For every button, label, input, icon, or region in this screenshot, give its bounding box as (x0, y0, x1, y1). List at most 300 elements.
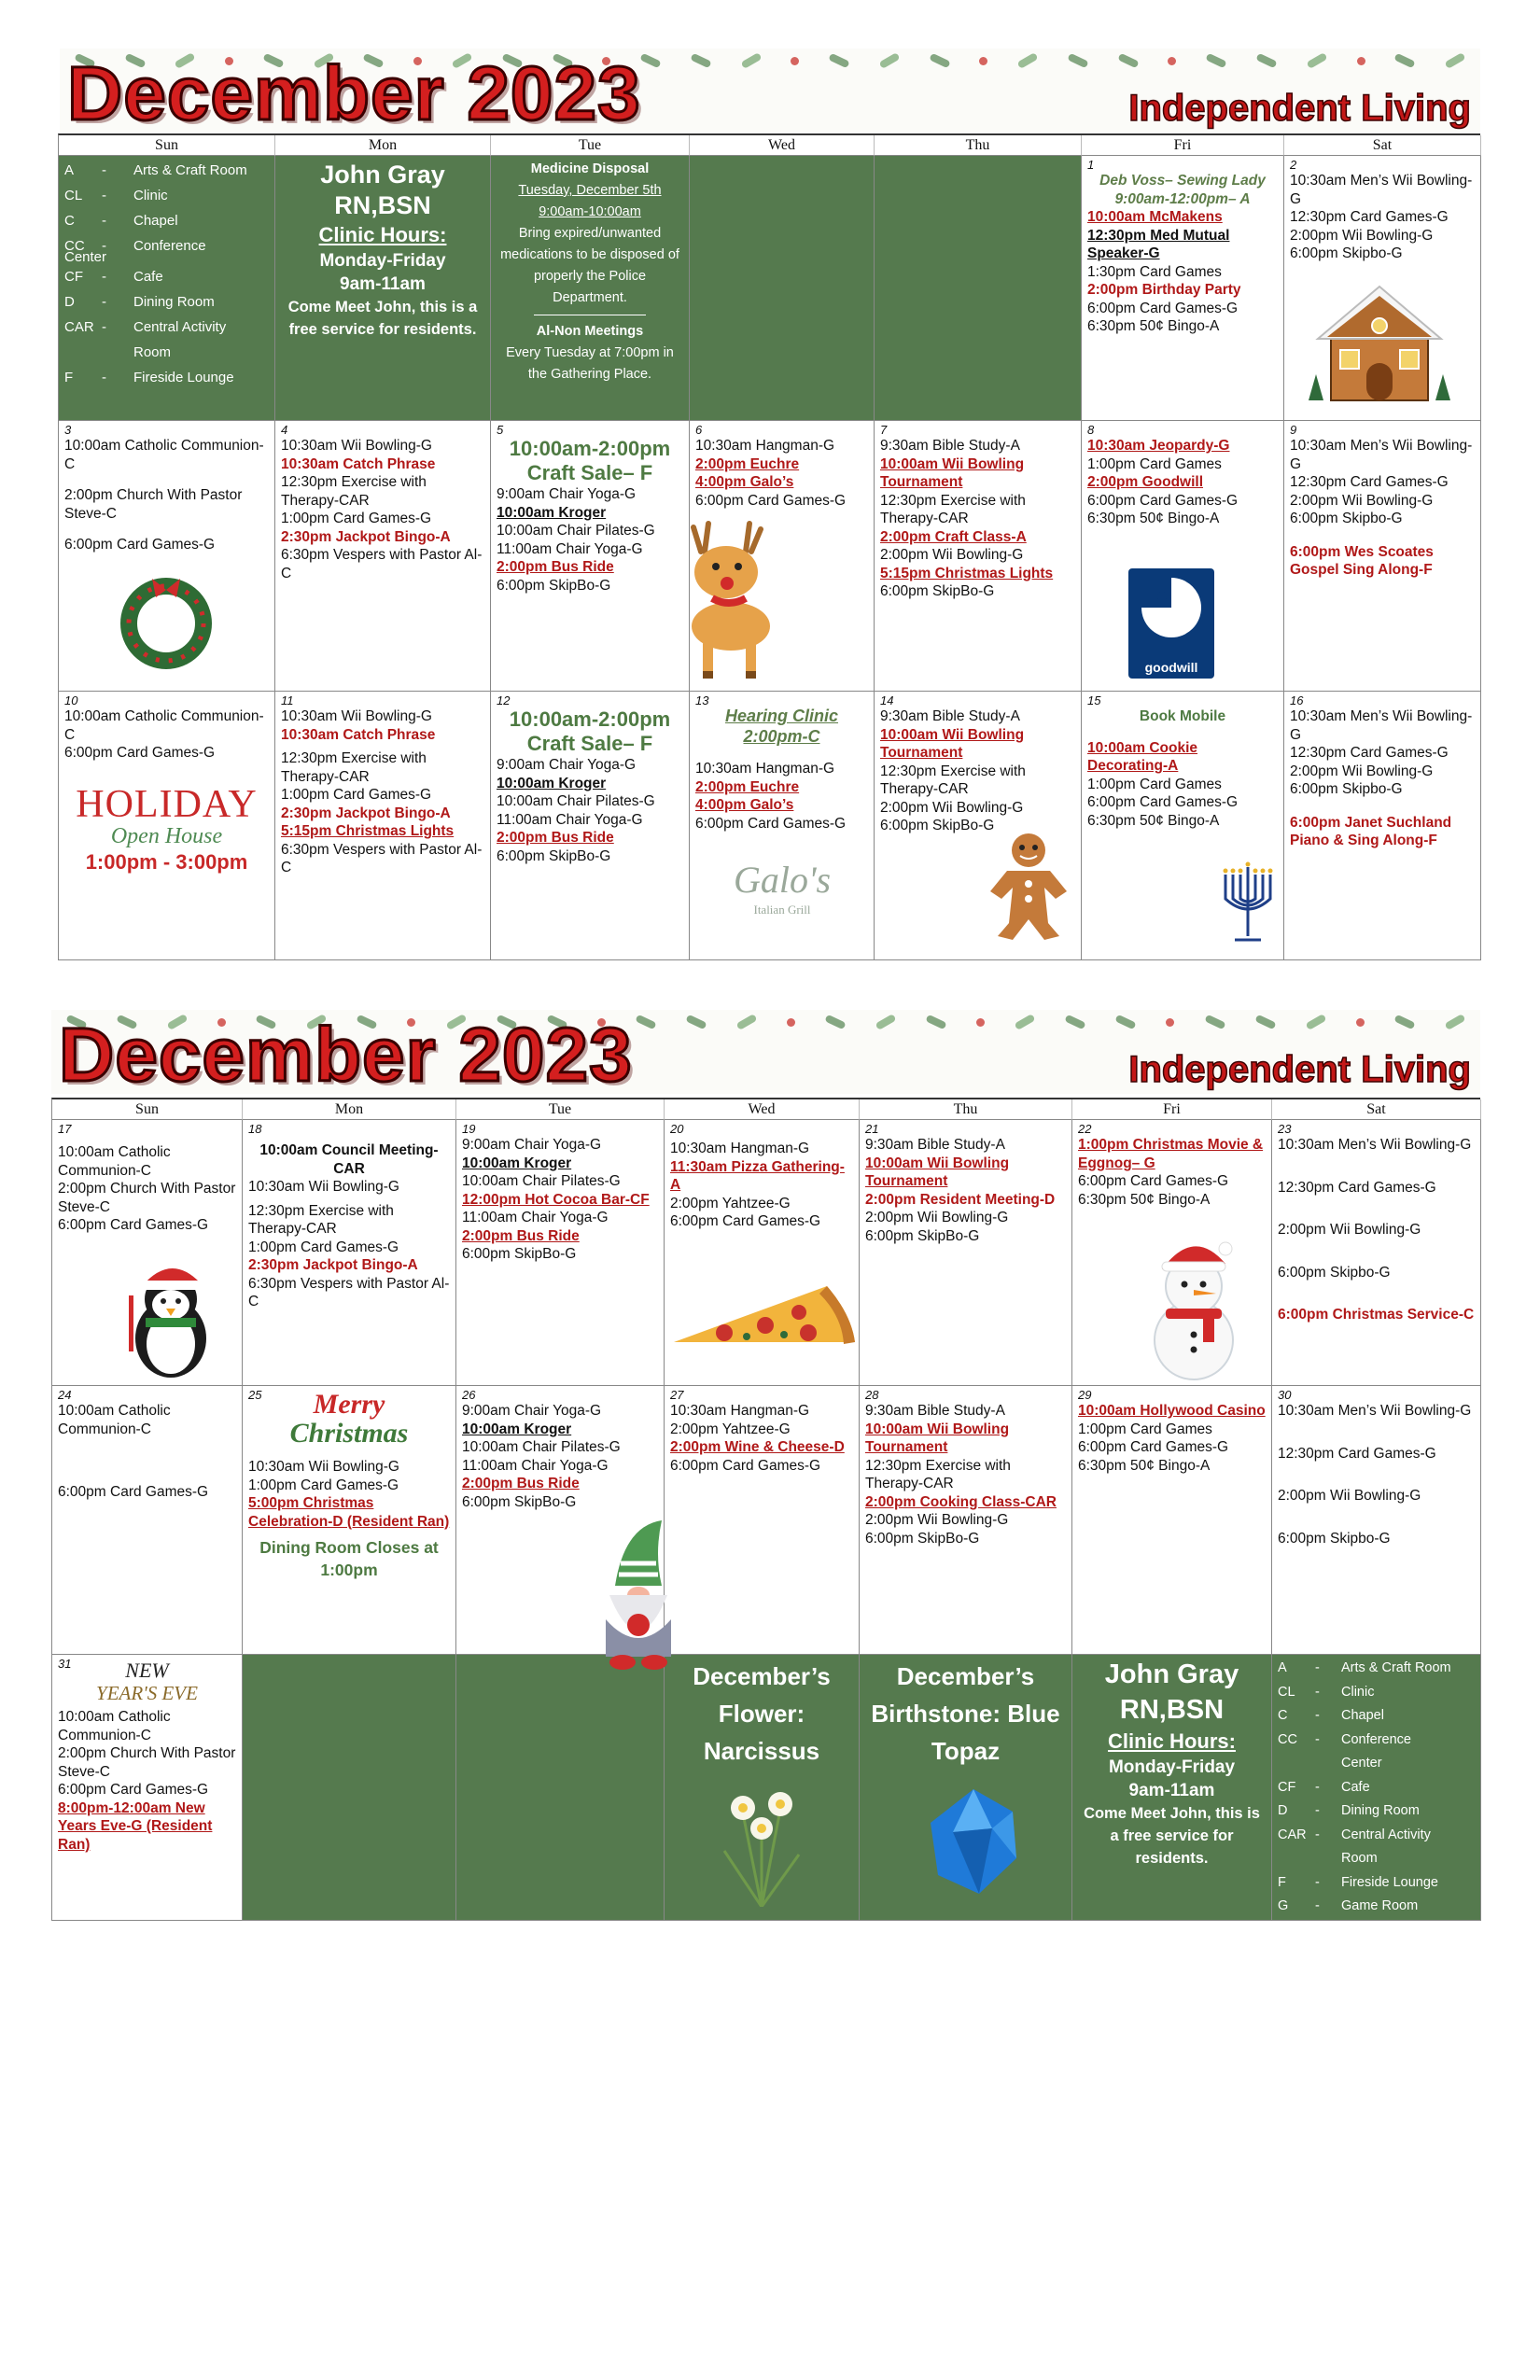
event: 2:00pm Craft Class-A (880, 528, 1027, 545)
legend-code: F (1278, 1874, 1286, 1890)
event: 6:00pm Card Games-G (695, 815, 847, 832)
event: 6:00pm SkipBo-G (865, 1530, 980, 1547)
event: 9:30am Bible Study-A (880, 438, 1020, 454)
event: 10:00am Cookie Decorating-A (1087, 739, 1198, 774)
legend-code: CAR (64, 319, 94, 335)
calendar-banner (60, 49, 1480, 133)
event: 2:00pm Bus Ride (462, 1476, 580, 1491)
nurse-name: John Gray (1104, 1659, 1239, 1689)
day-number: 3 (64, 423, 72, 437)
event: 9:30am Bible Study-A (880, 708, 1020, 724)
event: 10:00am Catholic Communion-C (64, 708, 264, 743)
day-cell-12 (491, 692, 690, 960)
birthstone-title: December’s Birthstone: Blue Topaz (871, 1662, 1060, 1765)
day-cell-23 (1272, 1120, 1481, 1386)
event: 2:00pm Yahtzee-G (670, 1421, 791, 1437)
event: 9:30am Bible Study-A (865, 1137, 1005, 1153)
event: 10:00am Hollywood Casino (1078, 1403, 1266, 1419)
event: 6:00pm Janet Suchland Piano & Sing Along-F (1290, 814, 1452, 848)
event: 6:00pm Card Games-G (1087, 492, 1239, 509)
day-number: 17 (58, 1122, 72, 1136)
event: 6:00pm Card Games-G (64, 537, 216, 553)
event: 6:00pm Card Games-G (1078, 1439, 1229, 1455)
event: 5:15pm Christmas Lights (281, 823, 455, 839)
event: 6:00pm Card Games-G (58, 1782, 209, 1798)
legend-place: Conference (1341, 1731, 1411, 1747)
event: 6:00pm Skipbo-G (1278, 1264, 1391, 1281)
years-eve-word: YEAR'S EVE (96, 1682, 198, 1704)
legend-dash: - (102, 269, 106, 285)
legend-place: Center (1341, 1756, 1382, 1771)
clinic-info-box (1072, 1655, 1272, 1921)
event: 6:00pm Card Games-G (64, 745, 216, 761)
legend-code (1278, 1752, 1315, 1776)
day-cell-6 (690, 421, 875, 692)
event: 10:00am Wii Bowling Tournament (880, 455, 1025, 490)
event: 1:00pm Card Games-G (281, 787, 432, 803)
legend-dash: - (102, 370, 106, 385)
clinic-info-box (275, 156, 491, 421)
event: 10:30am Hangman-G (670, 1403, 810, 1419)
calendar-grid (51, 1098, 1480, 1921)
event: 6:00pm SkipBo-G (865, 1227, 980, 1244)
clinic-hours-title: Clinic Hours: (318, 223, 447, 246)
day-cell-7 (875, 421, 1082, 692)
day-number: 26 (462, 1388, 476, 1402)
event: 12:30pm Card Games-G (1278, 1179, 1436, 1196)
event: 10:30am Men’s Wii Bowling-G (1290, 173, 1473, 207)
event: 6:30pm 50¢ Bingo-A (1078, 1457, 1211, 1474)
event: 10:00am Wii Bowling Tournament (880, 726, 1025, 761)
event: 10:00am Chair Pilates-G (497, 523, 655, 539)
event: 6:00pm Card Games-G (58, 1484, 209, 1500)
day-header-fri: Fri (1072, 1099, 1272, 1120)
day-cell-1 (1082, 156, 1284, 421)
legend-dash: - (102, 188, 106, 203)
day-number: 10 (64, 693, 78, 707)
day-number: 19 (462, 1122, 476, 1136)
day-number: 23 (1278, 1122, 1292, 1136)
event: 1:30pm Card Games (1087, 263, 1222, 280)
legend-dash: - (102, 213, 106, 229)
legend-place: Chapel (1341, 1708, 1384, 1723)
day-header-sun: Sun (52, 1099, 243, 1120)
event: 10:00am Catholic Communion-C (58, 1403, 171, 1437)
narcissus-flower-icon (706, 1776, 818, 1907)
event: 12:00pm Hot Cocoa Bar-CF (462, 1191, 650, 1208)
event: 10:30am Catch Phrase (281, 455, 436, 472)
location-legend (1272, 1655, 1481, 1921)
event: 6:00pm Card Games-G (1078, 1173, 1229, 1189)
day-cell-22 (1072, 1120, 1272, 1386)
day-cell-3 (59, 421, 275, 692)
calendar-page-1 (0, 0, 1540, 971)
day-header-tue: Tue (456, 1099, 665, 1120)
snowman-icon (1138, 1236, 1250, 1385)
medicine-time: 9:00am-10:00am (539, 204, 641, 219)
clinic-note: Come Meet John, this is a free service for residents. (287, 299, 478, 338)
day-header-thu: Thu (875, 135, 1082, 156)
event: 6:30pm 50¢ Bingo-A (1078, 1191, 1211, 1208)
event: Jackpot Bingo-A (335, 805, 451, 821)
day-cell-28 (860, 1386, 1072, 1655)
legend-place: Arts & Craft Room (133, 162, 247, 178)
day-cell-27 (665, 1386, 860, 1655)
day-number: 4 (281, 423, 288, 437)
event: Craft Sale– F (526, 461, 653, 484)
legend-dash: - (102, 238, 106, 254)
event: 5:00pm Christmas Celebration-D (Resident Ran) (248, 1495, 450, 1530)
birthstone-of-month-box (860, 1655, 1072, 1921)
galos-logo-text: Galo's (733, 859, 832, 901)
day-number: 9 (1290, 423, 1297, 437)
event: 9:30am Bible Study-A (865, 1403, 1005, 1419)
alanon-title: Al-Non Meetings (536, 324, 644, 339)
day-cell-4 (275, 421, 491, 692)
event: 10:00am Chair Pilates-G (497, 793, 655, 809)
legend-dash: - (102, 319, 106, 335)
event: 6:00pm SkipBo-G (880, 583, 995, 599)
event: 6:00pm Card Games-G (58, 1217, 209, 1233)
open-house-word: Open House (110, 823, 223, 848)
event: 10:30am Men’s Wii Bowling-G (1278, 1403, 1472, 1419)
day-header-wed: Wed (690, 135, 875, 156)
day-number: 7 (880, 423, 888, 437)
event: 2:00pm Wine & Cheese-D (670, 1439, 845, 1455)
day-cell-17 (52, 1120, 243, 1386)
event: 10:00am Chair Pilates-G (462, 1173, 621, 1189)
event: 9:00am-12:00pm– A (1114, 190, 1251, 207)
clinic-days: Monday-Friday (1108, 1757, 1236, 1777)
legend-place: Game Room (1341, 1898, 1419, 1913)
event: Book Mobile (1139, 708, 1226, 724)
legend-code: CF (1278, 1779, 1296, 1795)
day-cell-2 (1284, 156, 1481, 421)
event: 12:30pm Exercise with Therapy-CAR (281, 474, 427, 509)
day-cell-25 (243, 1386, 456, 1655)
day-number: 21 (865, 1122, 879, 1136)
event-time: 2:30pm (281, 528, 332, 545)
goodwill-smile-icon (1128, 568, 1214, 652)
event: 6:30pm Vespers with Pastor Al-C (281, 547, 483, 581)
event: 2:00pm Resident Meeting-D (865, 1191, 1056, 1208)
empty-cell (456, 1655, 665, 1921)
day-cell-11 (275, 692, 491, 960)
calendar-page-2 (0, 1010, 1540, 1990)
event: 2:00pm Euchre (695, 455, 800, 472)
legend-dash: - (1315, 1731, 1320, 1747)
day-number: 28 (865, 1388, 879, 1402)
event: Jackpot Bingo-A (335, 528, 451, 545)
gingerbread-house-icon (1305, 277, 1454, 408)
event: 6:30pm 50¢ Bingo-A (1087, 318, 1220, 334)
gingerbread-man-icon (987, 830, 1071, 942)
legend-place: Central Activity (1341, 1827, 1431, 1842)
day-cell-10 (59, 692, 275, 960)
event: 12:30pm Exercise with Therapy-CAR (248, 1202, 394, 1237)
day-number: 12 (497, 693, 511, 707)
legend-code: CC (1278, 1731, 1297, 1747)
event: 9:00am Chair Yoga-G (497, 757, 637, 773)
day-cell-30 (1272, 1386, 1481, 1655)
legend-dash: - (1315, 1708, 1320, 1723)
day-number: 30 (1278, 1388, 1292, 1402)
event: 2:00pm Wii Bowling-G (1290, 763, 1434, 779)
event: 10:00am-2:00pm (509, 707, 671, 731)
legend-code (64, 340, 102, 365)
christmas-word: Christmas (289, 1418, 409, 1449)
day-header-fri: Fri (1082, 135, 1284, 156)
event: 1:00pm Card Games-G (281, 511, 432, 526)
event: 6:00pm Skipbo-G (1278, 1530, 1391, 1547)
medicine-title: Medicine Disposal (530, 161, 650, 176)
holiday-word: HOLIDAY (76, 782, 258, 826)
event: 11:00am Chair Yoga-G (497, 811, 643, 828)
event: 2:00pm Wii Bowling-G (880, 799, 1024, 816)
event: 6:00pm Skipbo-G (1290, 245, 1403, 261)
legend-code: CAR (1278, 1827, 1307, 1842)
legend-place: Dining Room (1341, 1803, 1420, 1818)
event: 2:00pm Bus Ride (497, 559, 614, 575)
nurse-name: John Gray (320, 161, 445, 189)
event: 12:30pm Card Games-G (1278, 1445, 1436, 1462)
legend-code: G (1278, 1898, 1289, 1913)
day-number: 22 (1078, 1122, 1092, 1136)
legend-code: CC (64, 238, 85, 254)
legend-dash (1315, 1752, 1341, 1776)
event: 10:00am Kroger (497, 504, 607, 521)
event: 2:00pm Yahtzee-G (670, 1195, 791, 1211)
event: 10:30am Catch Phrase (281, 726, 436, 743)
day-cell-31 (52, 1655, 243, 1921)
legend-code: F (64, 370, 74, 385)
event: 6:00pm Card Games-G (670, 1213, 821, 1229)
event: 9:00am Chair Yoga-G (497, 486, 637, 502)
medicine-disposal-box (491, 156, 690, 421)
legend-code: Center (64, 249, 107, 265)
location-legend (59, 156, 275, 421)
event: 11:30am Pizza Gathering-A (670, 1158, 845, 1193)
day-header-tue: Tue (491, 135, 690, 156)
day-cell-20 (665, 1120, 860, 1386)
event: 2:00pm Wii Bowling-G (1278, 1222, 1421, 1238)
event: 12:30pm Exercise with Therapy-CAR (880, 492, 1026, 526)
day-number: 2 (1290, 158, 1297, 172)
event: 10:30am Men’s Wii Bowling-G (1290, 438, 1473, 472)
day-number: 27 (670, 1388, 684, 1402)
event: 12:30pm Exercise with Therapy-CAR (281, 750, 427, 785)
clinic-hours-title: Clinic Hours: (1108, 1729, 1236, 1753)
event: 2:00pm Birthday Party (1087, 282, 1241, 298)
event: 6:00pm Skipbo-G (1290, 511, 1403, 526)
calendar-banner (51, 1010, 1480, 1094)
event: 5:15pm Christmas Lights (880, 565, 1054, 581)
penguin-icon (119, 1258, 222, 1381)
event: 4:00pm Galo’s (695, 474, 794, 490)
open-house-time: 1:00pm - 3:00pm (85, 849, 248, 874)
day-number: 16 (1290, 693, 1304, 707)
event: 2:00pm-C (743, 727, 820, 746)
event: 6:00pm Skipbo-G (1290, 781, 1403, 797)
day-number: 11 (281, 693, 294, 707)
event: 2:00pm Church With Pastor Steve-C (58, 1745, 236, 1780)
day-number: 25 (248, 1388, 262, 1402)
event: Hearing Clinic (724, 707, 839, 725)
event: 10:00am Catholic Communion-C (58, 1709, 171, 1743)
empty-cell (875, 156, 1082, 421)
day-cell-13 (690, 692, 875, 960)
legend-code: C (64, 213, 75, 229)
day-header-sat: Sat (1272, 1099, 1481, 1120)
clinic-time: 9am-11am (340, 274, 426, 294)
day-number: 24 (58, 1388, 72, 1402)
day-cell-21 (860, 1120, 1072, 1386)
event: 10:00am Kroger (497, 775, 607, 791)
medicine-date: Tuesday, December 5th (518, 183, 662, 198)
legend-code: CF (64, 269, 83, 285)
merry-christmas-graphic (248, 1388, 450, 1449)
day-cell-24 (52, 1386, 243, 1655)
blue-topaz-gem-icon (927, 1785, 1020, 1897)
clinic-time: 9am-11am (1128, 1781, 1215, 1800)
event: 10:00am Wii Bowling Tournament (865, 1421, 1010, 1455)
event: Dining Room Closes at 1:00pm (259, 1538, 439, 1579)
flower-title: December’s Flower: Narcissus (693, 1662, 831, 1765)
event: 6:00pm Card Games-G (1087, 794, 1239, 810)
event: 2:00pm Bus Ride (497, 830, 614, 846)
event: 10:00am Council Meeting-CAR (259, 1142, 439, 1177)
event: 11:00am Chair Yoga-G (462, 1210, 609, 1225)
event: 10:30am Hangman-G (695, 438, 835, 454)
event: 10:00am Chair Pilates-G (462, 1439, 621, 1455)
event: 12:30pm Med Mutual Speaker-G (1087, 227, 1230, 261)
event: 6:00pm Card Games-G (1087, 300, 1239, 316)
event: 1:00pm Card Games-G (248, 1239, 399, 1255)
reindeer-icon (656, 514, 796, 687)
legend-place: Clinic (133, 188, 168, 203)
event: 10:30am Wii Bowling-G (248, 1459, 399, 1475)
event: 12:30pm Card Games-G (1290, 209, 1449, 225)
event: 1:00pm Card Games (1087, 455, 1222, 472)
event: Craft Sale– F (526, 732, 653, 755)
legend-dash (102, 340, 133, 365)
clinic-note: Come Meet John, this is a free service for residents. (1084, 1805, 1260, 1867)
goodwill-logo (1128, 568, 1214, 679)
alanon-text: Every Tuesday at 7:00pm in the Gathering Place. (506, 345, 674, 382)
empty-cell (243, 1655, 456, 1921)
day-number: 14 (880, 693, 894, 707)
nurse-credentials: RN,BSN (1119, 1695, 1225, 1725)
event: 2:00pm Wii Bowling-G (1278, 1488, 1421, 1504)
event: 10:30am Men’s Wii Bowling-G (1290, 708, 1473, 743)
event: Jackpot Bingo-A (302, 1257, 418, 1273)
legend-place: Arts & Craft Room (1341, 1660, 1451, 1675)
event: 10:30am Wii Bowling-G (281, 438, 432, 454)
event: 10:00am Kroger (462, 1155, 572, 1171)
day-number: 1 (1087, 158, 1095, 172)
empty-cell (690, 156, 875, 421)
day-cell-15 (1082, 692, 1284, 960)
clinic-days: Monday-Friday (319, 251, 446, 271)
menorah-icon (1220, 861, 1276, 945)
legend-place: Clinic (1341, 1684, 1375, 1700)
day-number: 8 (1087, 423, 1095, 437)
day-header-thu: Thu (860, 1099, 1072, 1120)
legend-place: Room (133, 344, 172, 360)
legend-dash (1315, 1847, 1341, 1871)
day-cell-19 (456, 1120, 665, 1386)
galos-logo-subtext: Italian Grill (753, 903, 811, 917)
gnome-icon (596, 1517, 680, 1675)
legend-place: Dining Room (133, 294, 215, 310)
legend-dash: - (1315, 1779, 1320, 1795)
legend-code: D (1278, 1803, 1288, 1818)
event: 1:00pm Card Games-G (248, 1477, 399, 1493)
event: 2:00pm Wii Bowling-G (865, 1512, 1009, 1528)
event: 1:00pm Card Games (1078, 1421, 1212, 1437)
event: 12:30pm Card Games-G (1290, 745, 1449, 761)
day-number: 31 (58, 1657, 72, 1671)
event: 10:30am Hangman-G (695, 761, 835, 777)
legend-code: CL (1278, 1684, 1295, 1700)
legend-dash: - (1315, 1660, 1320, 1675)
event: 12:30pm Exercise with Therapy-CAR (880, 763, 1026, 797)
event: Deb Voss– Sewing Lady (1099, 173, 1266, 189)
event: 6:00pm SkipBo-G (497, 847, 611, 864)
event: 6:00pm SkipBo-G (880, 818, 995, 833)
legend-dash: - (1315, 1684, 1320, 1700)
day-cell-29 (1072, 1386, 1272, 1655)
event: 10:30am Wii Bowling-G (248, 1179, 399, 1195)
event: 10:30am Wii Bowling-G (281, 708, 432, 724)
day-cell-8 (1082, 421, 1284, 692)
calendar-grid (58, 133, 1480, 960)
event: 6:00pm Card Games-G (670, 1457, 821, 1474)
event: 6:30pm Vespers with Pastor Al-C (281, 841, 483, 875)
legend-code (1278, 1847, 1315, 1871)
event: 8:00pm-12:00am New Years Eve-G (Resident Ran) (58, 1799, 213, 1853)
event: 2:00pm Cooking Class-CAR (865, 1493, 1057, 1510)
event: 2:00pm Wii Bowling-G (1290, 227, 1434, 244)
day-cell-26 (456, 1386, 665, 1655)
legend-code: C (1278, 1708, 1288, 1723)
day-header-mon: Mon (243, 1099, 456, 1120)
event: 2:00pm Wii Bowling-G (880, 547, 1024, 563)
event: 9:00am Chair Yoga-G (462, 1137, 602, 1153)
day-cell-16 (1284, 692, 1481, 960)
day-cell-9 (1284, 421, 1481, 692)
event: 10:00am Wii Bowling Tournament (865, 1155, 1010, 1189)
event: 10:00am McMakens (1087, 209, 1223, 225)
event: 10:00am Kroger (462, 1421, 572, 1437)
event: 2:00pm Church With Pastor Steve-C (58, 1181, 236, 1215)
event: 6:30pm 50¢ Bingo-A (1087, 511, 1220, 526)
event: 10:30am Jeopardy-G (1087, 438, 1230, 454)
legend-place: Room (1341, 1851, 1378, 1866)
legend-dash: - (1315, 1827, 1320, 1842)
legend-code: D (64, 294, 75, 310)
event: 6:00pm Wes Scoates Gospel Sing Along-F (1290, 543, 1434, 578)
event: 10:00am-2:00pm (509, 437, 671, 460)
event: 10:30am Hangman-G (670, 1141, 810, 1156)
event: 1:00pm Christmas Movie & Eggnog– G (1078, 1137, 1264, 1171)
day-number: 20 (670, 1122, 684, 1136)
event: 2:00pm Wii Bowling-G (865, 1210, 1009, 1225)
legend-code: A (64, 162, 75, 178)
event: 4:00pm Galo’s (695, 797, 794, 813)
legend-place: Chapel (133, 213, 178, 229)
event: 2:00pm Bus Ride (462, 1227, 580, 1244)
